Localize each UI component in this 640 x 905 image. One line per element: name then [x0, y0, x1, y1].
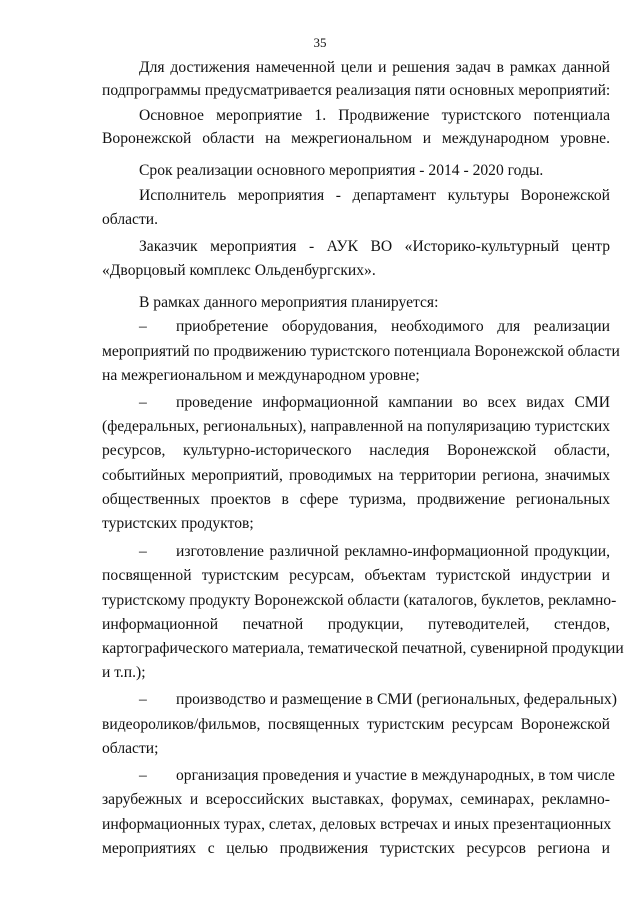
list-dash: –: [139, 318, 147, 335]
paragraph-line: на межрегиональном и международном уровне;: [102, 367, 420, 384]
paragraph-line: мероприятиях с целью продвижения туристских ресурсов региона и: [102, 840, 610, 857]
list-item-text: производство и размещение в СМИ (региональных, федеральных): [176, 691, 617, 708]
paragraph-line: видеороликов/фильмов, посвященных туристским ресурсам Воронежской: [102, 716, 610, 733]
paragraph-line: области;: [102, 740, 159, 757]
paragraph-line: «Дворцовый комплекс Ольденбургских».: [102, 262, 376, 279]
paragraph-line: Заказчик мероприятия - АУК ВО «Историко-культурный центр: [139, 238, 610, 255]
list-dash: –: [139, 394, 147, 411]
paragraph-line: ресурсов, культурно-исторического наследия Воронежской области,: [102, 442, 610, 459]
paragraph-line: общественных проектов в сфере туризма, продвижение региональных: [102, 491, 610, 508]
paragraph-line: и т.п.);: [102, 664, 146, 681]
paragraph-line: картографического материала, тематической печатной, сувенирной продукции: [102, 640, 624, 657]
list-dash: –: [139, 543, 147, 560]
paragraph-line: информационных турах, слетах, деловых встречах и иных презентационных: [102, 816, 612, 833]
list-item-text: изготовление различной рекламно-информационной продукции,: [176, 543, 610, 560]
list-item-text: организация проведения и участие в международных, в том числе: [176, 767, 615, 784]
list-item-text: проведение информационной кампании во всех видах СМИ: [176, 394, 610, 411]
paragraph-line: Исполнитель мероприятия - департамент культуры Воронежской: [139, 187, 610, 204]
paragraph-line: событийных мероприятий, проводимых на территории региона, значимых: [102, 467, 610, 484]
paragraph-line: подпрограммы предусматривается реализация пяти основных мероприятий:: [102, 82, 611, 99]
paragraph-line: (федеральных, региональных), направленной на популяризацию туристских: [102, 418, 610, 435]
paragraph-line: туристских продуктов;: [102, 515, 254, 532]
list-item-text: приобретение оборудования, необходимого для реализации: [176, 318, 610, 335]
list-dash: –: [139, 767, 147, 784]
paragraph-line: туристскому продукту Воронежской области (каталогов, буклетов, рекламно-: [102, 592, 617, 609]
paragraph-line: информационной печатной продукции, путеводителей, стендов,: [102, 616, 610, 633]
paragraph-line: Основное мероприятие 1. Продвижение туристского потенциала: [139, 107, 610, 124]
paragraph-line: области.: [102, 211, 159, 228]
paragraph-line: В рамках данного мероприятия планируется:: [139, 294, 439, 311]
paragraph-line: мероприятий по продвижению туристского потенциала Воронежской области: [102, 343, 620, 360]
paragraph-line: Срок реализации основного мероприятия - 2014 - 2020 годы.: [139, 162, 544, 179]
paragraph-line: зарубежных и всероссийских выставках, форумах, семинарах, рекламно-: [102, 791, 610, 808]
paragraph-line: Воронежской области на межрегиональном и международном уровне.: [102, 130, 610, 147]
paragraph-line: посвященной туристским ресурсам, объектам туристской индустрии и: [102, 567, 610, 584]
page-number: 35: [313, 35, 327, 50]
list-dash: –: [139, 691, 147, 708]
paragraph-line: Для достижения намеченной цели и решения задач в рамках данной: [139, 59, 610, 76]
